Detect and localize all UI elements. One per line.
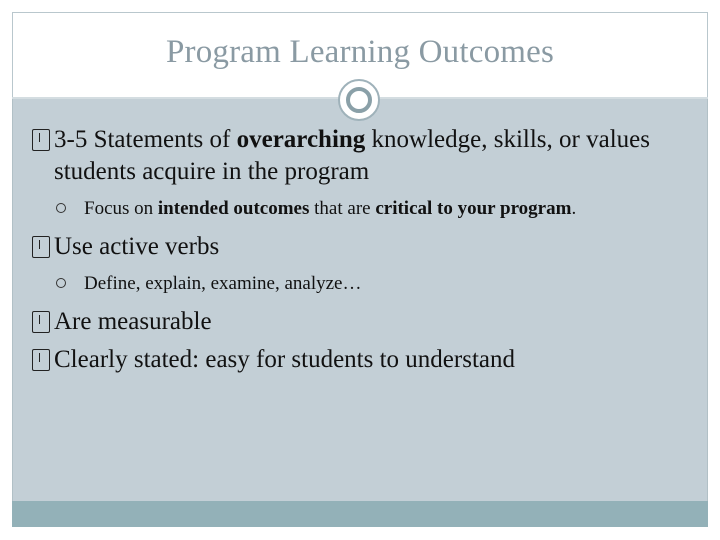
bullet-text: Clearly stated: easy for students to understand (54, 346, 515, 373)
bullet-text-bold: overarching (236, 126, 366, 153)
bullet-list (32, 124, 692, 382)
hollow-circle-bullet-icon (56, 203, 66, 213)
bullet-text: Use active verbs (54, 233, 220, 260)
square-box-bullet-icon (32, 236, 50, 258)
bullet-text-bold: intended outcomes (157, 198, 310, 219)
bullet-text: Are measurable (54, 308, 212, 335)
footer-bar (12, 501, 708, 527)
circle-ornament-icon (338, 79, 380, 121)
slide-title: Program Learning Outcomes (165, 34, 555, 70)
square-box-bullet-icon (32, 311, 50, 333)
circle-ornament-inner (346, 87, 372, 113)
bullet-text-bold: critical to your program (375, 198, 572, 219)
bullet-text: Define, explain, examine, analyze… (84, 273, 362, 294)
sub-bullet-item (42, 196, 692, 221)
sub-bullet-item (42, 271, 692, 296)
bullet-text: 3-5 Statements of (54, 126, 237, 153)
bullet-text: . (571, 198, 577, 219)
square-box-bullet-icon (32, 129, 50, 151)
hollow-circle-bullet-icon (56, 278, 66, 288)
bullet-item (32, 124, 692, 188)
bullet-text: knowledge, skills, or values students acquire in the program (54, 126, 650, 185)
bullet-item (32, 344, 692, 376)
bullet-item (32, 306, 692, 338)
square-box-bullet-icon (32, 349, 50, 371)
bullet-text: that are (309, 198, 376, 219)
bullet-text: Focus on (84, 198, 158, 219)
bullet-item (32, 231, 692, 263)
